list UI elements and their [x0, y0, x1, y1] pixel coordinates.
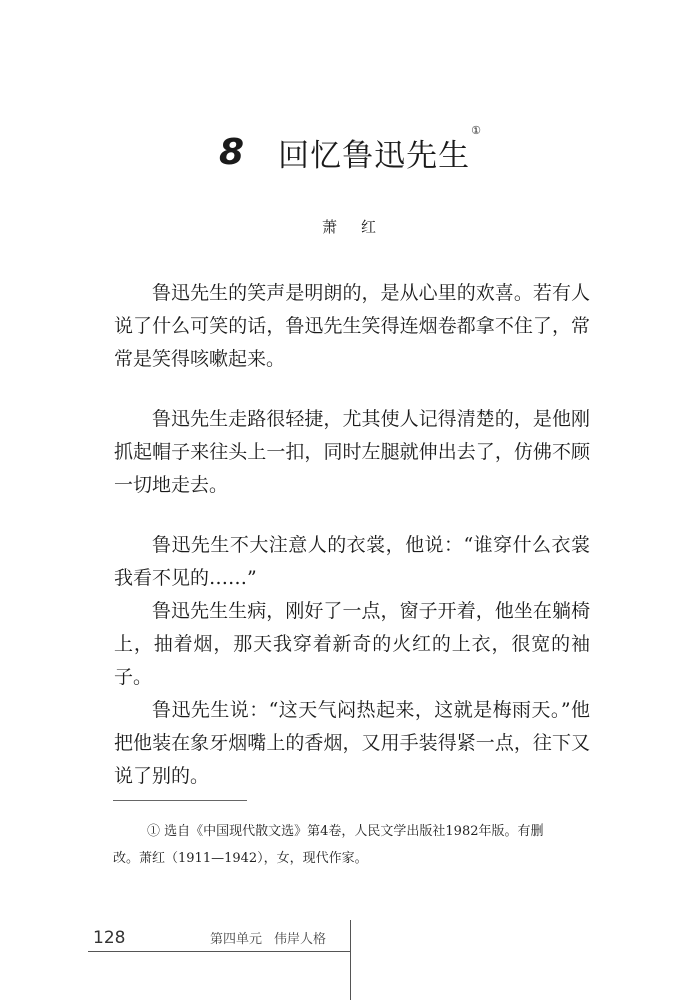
lesson-title: 回忆鲁迅先生 — [278, 138, 471, 174]
paragraph: 鲁迅先生的笑声是明朗的，是从心里的欢喜。若有人说了什么可笑的话，鲁迅先生笑得连烟卷都拿不住了，常常是笑得咳嗽起来。 — [114, 282, 590, 370]
unit-number: 第四单元 — [210, 932, 263, 947]
lesson-number: 8 — [219, 132, 245, 173]
footnote — [113, 818, 589, 872]
author-surname: 萧 — [321, 218, 339, 236]
footnote-line: ① 选自《中国现代散文选》第4卷，人民文学出版社1982年版。有删 — [147, 824, 544, 839]
footnote-line: 改。萧红（1911—1942），女，现代作家。 — [113, 851, 368, 866]
unit-title: 伟岸人格 — [274, 932, 327, 947]
paragraph: 鲁迅先生说：“这天气闷热起来，这就是梅雨天。”他把他装在象牙烟嘴上的香烟，又用手装得紧一点，往下又说了别的。 — [114, 699, 590, 787]
section-1 — [114, 277, 590, 376]
footer-divider — [88, 951, 350, 952]
page-number: 128 — [93, 928, 126, 948]
paragraph: 鲁迅先生走路很轻捷，尤其使人记得清楚的，是他刚抓起帽子来往头上一扣，同时左腿就伸出去了，仿佛不顾一切地走去。 — [114, 408, 590, 496]
footer-vertical-divider — [350, 920, 351, 1000]
paragraph: 鲁迅先生生病，刚好了一点，窗子开着，他坐在躺椅上，抽着烟，那天我穿着新奇的火红的上衣，很宽的袖子。 — [114, 600, 590, 688]
title-footnote-marker[interactable]: ① — [471, 124, 481, 137]
author-given-name: 红 — [361, 218, 379, 236]
unit-label — [210, 928, 326, 947]
footnote-divider — [113, 800, 247, 801]
paragraph: 鲁迅先生不大注意人的衣裳，他说：“谁穿什么衣裳我看不见的……” — [114, 534, 590, 589]
lesson-title-row — [0, 124, 700, 175]
author-name — [0, 216, 700, 237]
section-2 — [114, 403, 590, 502]
section-3 — [114, 529, 590, 793]
